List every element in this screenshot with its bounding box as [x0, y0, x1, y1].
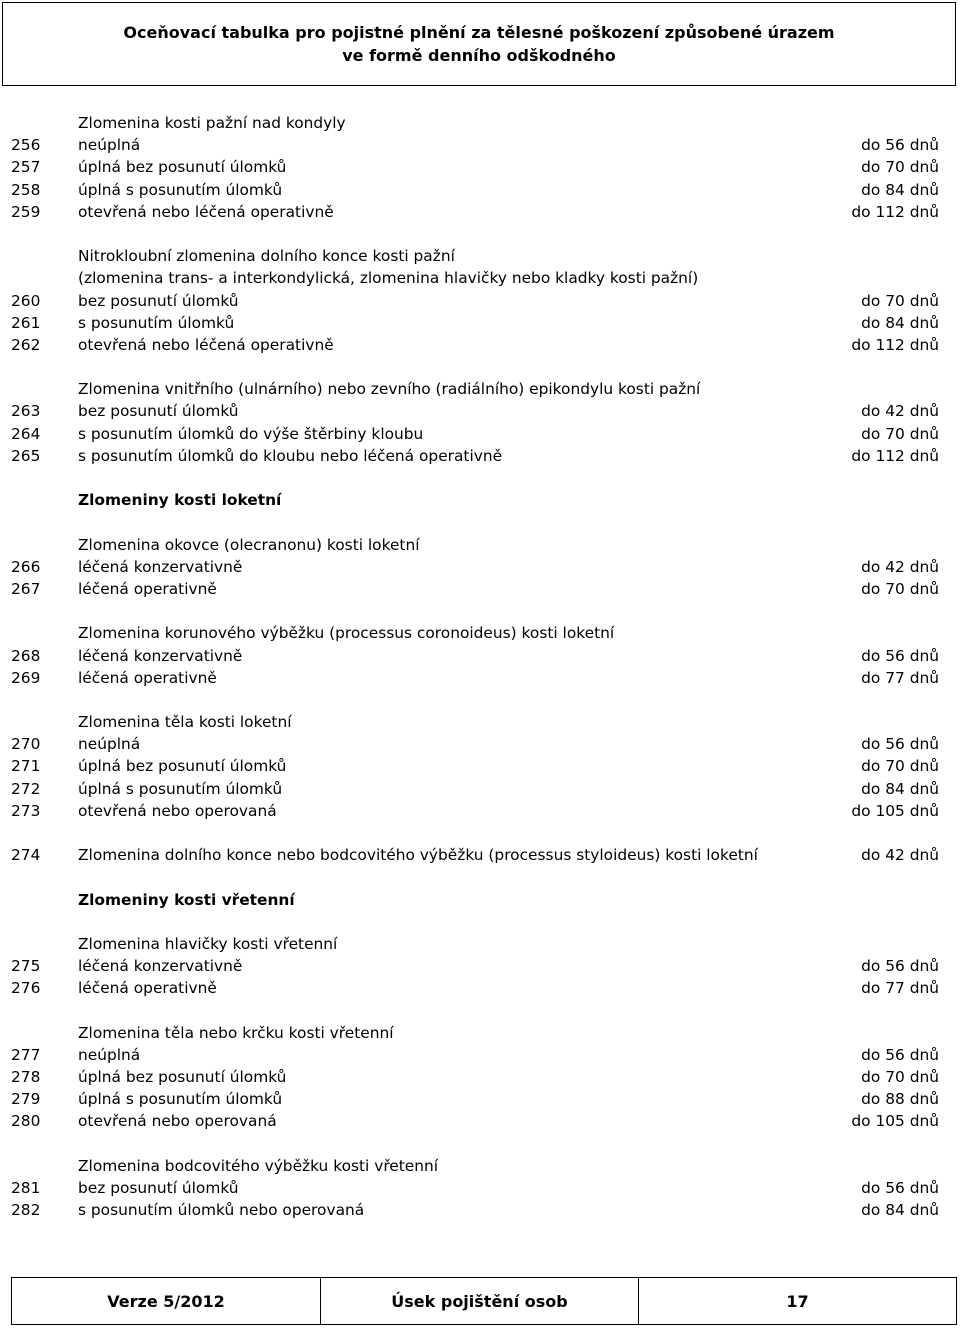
- row-number: 273: [11, 801, 41, 820]
- row-number: 280: [11, 1112, 41, 1131]
- row-description: s posunutím úlomků do kloubu nebo léčená operativně: [78, 446, 503, 465]
- row-duration: do 70 dnů: [861, 158, 939, 177]
- group-heading: [0, 622, 960, 644]
- row-description: neúplná: [78, 1045, 141, 1064]
- row-number: 257: [11, 158, 41, 177]
- table-row: [0, 1088, 960, 1110]
- row-duration: do 84 dnů: [861, 313, 939, 332]
- row-number: 256: [11, 136, 41, 155]
- row-description: léčená konzervativně: [78, 646, 243, 665]
- row-spacer: [0, 911, 960, 933]
- table-row: [0, 755, 960, 777]
- page-header: [2, 2, 956, 86]
- row-description: Zlomeniny kosti vřetenní: [78, 890, 295, 909]
- row-description: s posunutím úlomků do výše štěrbiny kloubu: [78, 424, 424, 443]
- row-description: otevřená nebo léčená operativně: [78, 335, 334, 354]
- row-number: 267: [11, 579, 41, 598]
- row-duration: do 70 dnů: [861, 424, 939, 443]
- table-row: [0, 179, 960, 201]
- table-row: [0, 955, 960, 977]
- row-spacer: [0, 223, 960, 245]
- row-description: Zlomenina korunového výběžku (processus coronoideus) kosti loketní: [78, 624, 615, 643]
- row-description: úplná s posunutím úlomků: [78, 1090, 283, 1109]
- group-heading: [0, 245, 960, 267]
- table-row: [0, 556, 960, 578]
- row-duration: do 112 dnů: [851, 446, 939, 465]
- header-title-line2: ve formě denního odškodného: [342, 46, 616, 65]
- row-duration: do 84 dnů: [861, 1201, 939, 1220]
- row-description: otevřená nebo operovaná: [78, 801, 277, 820]
- row-number: 260: [11, 291, 41, 310]
- row-number: 258: [11, 180, 41, 199]
- row-duration: do 70 dnů: [861, 1068, 939, 1087]
- row-duration: do 56 dnů: [861, 646, 939, 665]
- row-spacer: [0, 511, 960, 533]
- row-number: 265: [11, 446, 41, 465]
- row-number: 275: [11, 957, 41, 976]
- row-description: Zlomenina okovce (olecranonu) kosti loketní: [78, 535, 420, 554]
- page-footer: [11, 1277, 957, 1325]
- table-row: [0, 134, 960, 156]
- row-description: neúplná: [78, 735, 141, 754]
- table-row: [0, 1044, 960, 1066]
- table-row: [0, 445, 960, 467]
- row-duration: do 112 dnů: [851, 202, 939, 221]
- row-description: léčená operativně: [78, 979, 217, 998]
- row-spacer: [0, 1133, 960, 1155]
- row-description: úplná bez posunutí úlomků: [78, 757, 287, 776]
- row-description: otevřená nebo operovaná: [78, 1112, 277, 1131]
- row-spacer: [0, 600, 960, 622]
- row-number: 277: [11, 1045, 41, 1064]
- row-duration: do 70 dnů: [861, 757, 939, 776]
- row-description: Zlomenina těla kosti loketní: [78, 713, 292, 732]
- table-row: [0, 844, 960, 866]
- row-spacer: [0, 822, 960, 844]
- section-heading: [0, 489, 960, 511]
- row-duration: do 70 dnů: [861, 291, 939, 310]
- row-number: 259: [11, 202, 41, 221]
- row-number: 264: [11, 424, 41, 443]
- row-description: bez posunutí úlomků: [78, 291, 239, 310]
- row-number: 262: [11, 335, 41, 354]
- table-row: [0, 400, 960, 422]
- row-description: neúplná: [78, 136, 141, 155]
- row-duration: do 42 dnů: [861, 846, 939, 865]
- table-row: [0, 1110, 960, 1132]
- group-heading: [0, 267, 960, 289]
- row-description: léčená operativně: [78, 579, 217, 598]
- row-description: Zlomenina bodcovitého výběžku kosti vřetenní: [78, 1156, 439, 1175]
- table-row: [0, 312, 960, 334]
- row-number: 270: [11, 735, 41, 754]
- group-heading: [0, 1022, 960, 1044]
- row-description: úplná s posunutím úlomků: [78, 180, 283, 199]
- row-description: léčená konzervativně: [78, 957, 243, 976]
- row-description: bez posunutí úlomků: [78, 1179, 239, 1197]
- row-number: 266: [11, 557, 41, 576]
- row-number: 276: [11, 979, 41, 998]
- row-number: 268: [11, 646, 41, 665]
- row-duration: do 84 dnů: [861, 180, 939, 199]
- row-description: Zlomenina hlavičky kosti vřetenní: [78, 934, 338, 953]
- row-duration: do 56 dnů: [861, 735, 939, 754]
- row-description: Nitrokloubní zlomenina dolního konce kosti pažní: [78, 247, 455, 266]
- row-number: 272: [11, 779, 41, 798]
- table-row: [0, 778, 960, 800]
- table-row: [0, 201, 960, 223]
- row-description: Zlomenina těla nebo krčku kosti vřetenní: [78, 1023, 394, 1042]
- row-spacer: [0, 1000, 960, 1022]
- row-description: Zlomenina vnitřního (ulnárního) nebo zevního (radiálního) epikondylu kosti pažní: [78, 380, 701, 399]
- row-description: léčená konzervativně: [78, 557, 243, 576]
- row-number: 278: [11, 1068, 41, 1087]
- row-description: s posunutím úlomků nebo operovaná: [78, 1201, 365, 1220]
- row-duration: do 56 dnů: [861, 136, 939, 155]
- row-number: 271: [11, 757, 41, 776]
- header-title-line1: Oceňovací tabulka pro pojistné plnění za tělesné poškození způsobené úrazem: [123, 23, 835, 42]
- row-description: (zlomenina trans- a interkondylická, zlomenina hlavičky nebo kladky kosti pažní): [78, 269, 699, 288]
- row-duration: do 105 dnů: [851, 1112, 939, 1131]
- table-row: [0, 334, 960, 356]
- row-description: Zlomenina dolního konce nebo bodcovitého výběžku (processus styloideus) kosti loketní: [78, 846, 758, 865]
- row-duration: do 42 dnů: [861, 557, 939, 576]
- row-duration: do 112 dnů: [851, 335, 939, 354]
- rating-table: [0, 112, 960, 1221]
- row-number: 261: [11, 313, 41, 332]
- row-description: otevřená nebo léčená operativně: [78, 202, 334, 221]
- table-row: [0, 423, 960, 445]
- table-row: [0, 733, 960, 755]
- table-row: [0, 1066, 960, 1088]
- footer-page-number: 17: [786, 1291, 809, 1311]
- footer-version: Verze 5/2012: [12, 1278, 321, 1324]
- row-duration: do 77 dnů: [861, 668, 939, 687]
- row-number: 269: [11, 668, 41, 687]
- row-duration: do 84 dnů: [861, 779, 939, 798]
- table-row: [0, 290, 960, 312]
- row-number: 279: [11, 1090, 41, 1109]
- group-heading: [0, 711, 960, 733]
- row-duration: do 77 dnů: [861, 979, 939, 998]
- row-number: 263: [11, 402, 41, 421]
- row-duration: do 70 dnů: [861, 579, 939, 598]
- group-heading: [0, 378, 960, 400]
- table-row: [0, 1177, 960, 1199]
- footer-department: Úsek pojištění osob: [321, 1278, 639, 1324]
- table-row: [0, 1199, 960, 1221]
- row-description: bez posunutí úlomků: [78, 402, 239, 421]
- row-description: Zlomeniny kosti loketní: [78, 491, 282, 510]
- row-spacer: [0, 689, 960, 711]
- table-row: [0, 667, 960, 689]
- row-number: 282: [11, 1201, 41, 1220]
- row-spacer: [0, 866, 960, 888]
- row-spacer: [0, 467, 960, 489]
- group-heading: [0, 534, 960, 556]
- row-duration: do 88 dnů: [861, 1090, 939, 1109]
- row-number: 281: [11, 1179, 41, 1197]
- row-description: léčená operativně: [78, 668, 217, 687]
- row-spacer: [0, 356, 960, 378]
- row-duration: do 105 dnů: [851, 801, 939, 820]
- table-row: [0, 645, 960, 667]
- row-description: s posunutím úlomků: [78, 313, 235, 332]
- row-description: úplná bez posunutí úlomků: [78, 158, 287, 177]
- row-description: Zlomenina kosti pažní nad kondyly: [78, 114, 346, 132]
- row-number: 274: [11, 846, 41, 865]
- table-row: [0, 800, 960, 822]
- row-duration: do 56 dnů: [861, 1045, 939, 1064]
- table-row: [0, 977, 960, 999]
- row-duration: do 42 dnů: [861, 402, 939, 421]
- row-duration: do 56 dnů: [861, 1179, 939, 1197]
- group-heading: [0, 1155, 960, 1177]
- section-heading: [0, 889, 960, 911]
- row-description: úplná bez posunutí úlomků: [78, 1068, 287, 1087]
- row-description: úplná s posunutím úlomků: [78, 779, 283, 798]
- row-duration: do 56 dnů: [861, 957, 939, 976]
- group-heading: [0, 112, 960, 134]
- group-heading: [0, 933, 960, 955]
- table-row: [0, 156, 960, 178]
- table-row: [0, 578, 960, 600]
